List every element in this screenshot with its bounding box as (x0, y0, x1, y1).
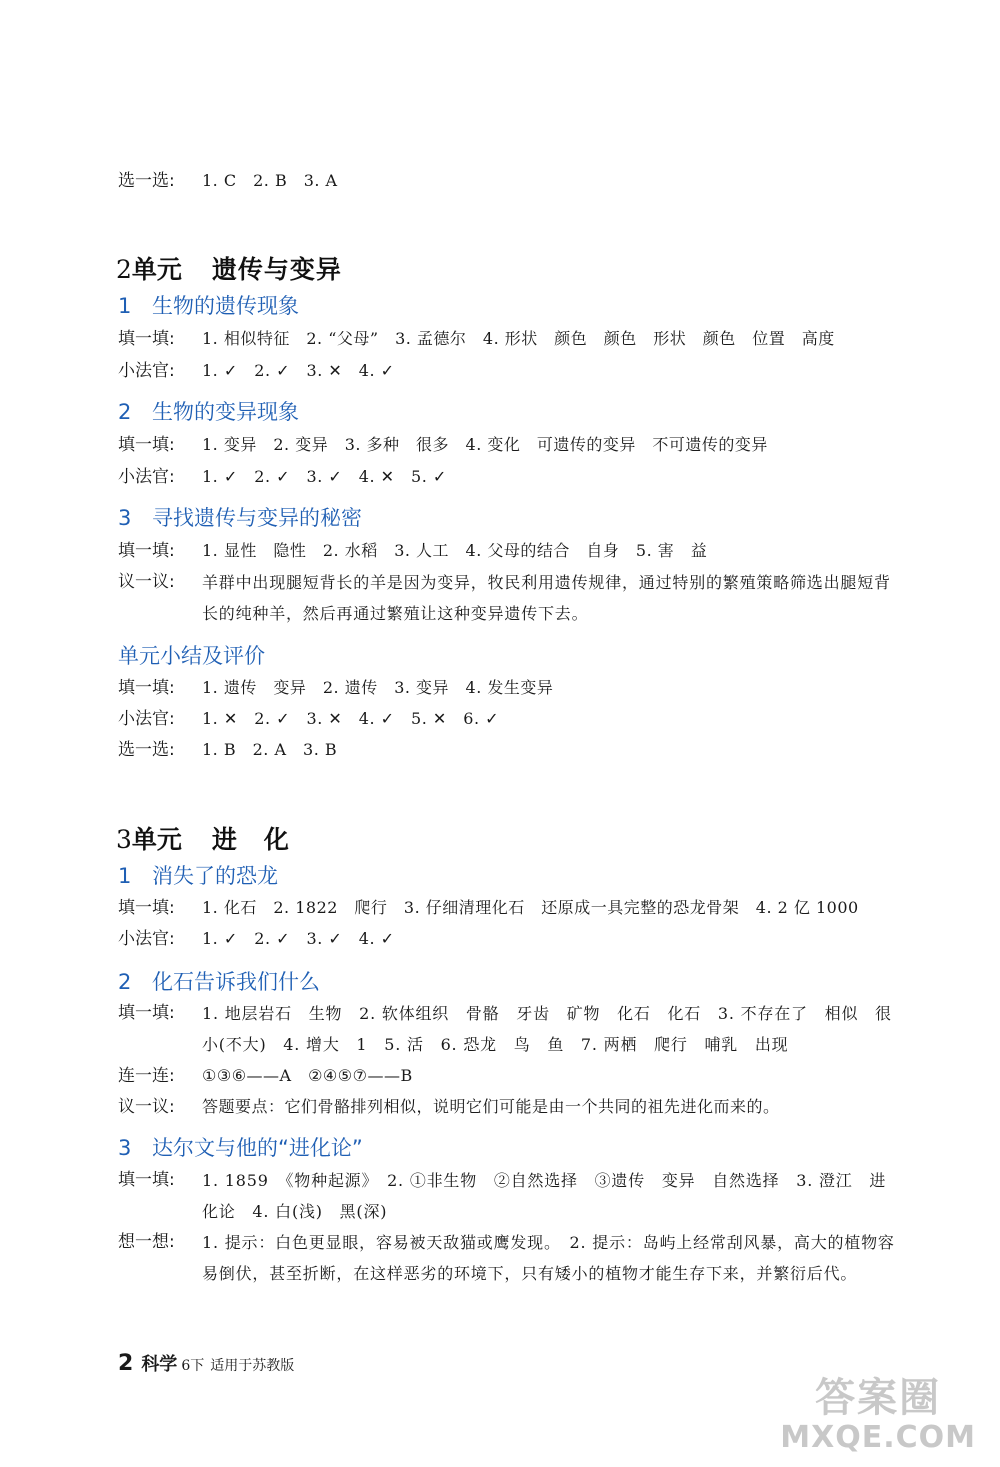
unit-number: 3 (116, 825, 132, 854)
judge-answers: 1. ✕ 2. ✓ 3. ✕ 4. ✓ 5. ✕ 6. ✓ (202, 709, 500, 728)
judge-answers: 1. ✓ 2. ✓ 3. ✓ 4. ✕ 5. ✓ (202, 467, 447, 486)
fill-label: 填一填: (118, 1003, 175, 1023)
lesson-number: 3 (118, 1136, 132, 1160)
judge-label: 小法官: (118, 929, 175, 949)
judge-label: 小法官: (118, 361, 175, 381)
lesson-number: 2 (118, 400, 132, 424)
choose-row (118, 739, 898, 761)
fill-row (118, 328, 898, 350)
fill-row (118, 1165, 898, 1227)
fill-answers: 1. 1859 《物种起源》 2. ①非生物 ②自然选择 ③遗传 变异 自然选择 3. 澄江 进化论 4. 白(浅) 黑(深) (202, 1171, 887, 1221)
fill-row (118, 540, 898, 562)
judge-answers: 1. ✓ 2. ✓ 3. ✕ 4. ✓ (202, 361, 395, 380)
lesson-heading (118, 502, 362, 532)
unit-2-heading (116, 250, 342, 286)
judge-row (118, 708, 898, 730)
unit-word: 单元 (131, 825, 182, 854)
choose-row-prev (118, 170, 898, 192)
edition-label: 适用于苏教版 (210, 1358, 295, 1374)
think-row (118, 1227, 898, 1289)
lesson-title: 达尔文与他的“进化论” (152, 1136, 363, 1160)
fill-row (118, 998, 898, 1060)
unit-3-heading (116, 820, 290, 856)
link-label: 连一连: (118, 1066, 175, 1086)
page-footer (118, 1350, 294, 1376)
fill-label: 填一填: (118, 541, 175, 561)
lesson-number: 1 (118, 294, 132, 318)
link-answers: ①③⑥——A ②④⑤⑦——B (202, 1066, 413, 1085)
unit-number: 2 (116, 255, 132, 284)
summary-title: 单元小结及评价 (118, 644, 265, 668)
grade-label: 6下 (181, 1358, 205, 1374)
lesson-heading (118, 396, 299, 426)
discuss-row (118, 567, 898, 629)
judge-row (118, 360, 898, 382)
discuss-label: 议一议: (118, 572, 175, 592)
discuss-label: 议一议: (118, 1097, 175, 1117)
fill-answers: 1. 化石 2. 1822 爬行 3. 仔细清理化石 还原成一具完整的恐龙骨架 4. 2 亿 1000 (202, 898, 859, 917)
fill-answers: 1. 显性 隐性 2. 水稻 3. 人工 4. 父母的结合 自身 5. 害 益 (202, 541, 708, 560)
fill-row (118, 434, 898, 456)
fill-answers: 1. 相似特征 2. “父母” 3. 孟德尔 4. 形状 颜色 颜色 形状 颜色 位置 高度 (202, 329, 835, 348)
lesson-title: 生物的变异现象 (152, 400, 299, 424)
watermark (780, 1375, 976, 1455)
choose-label: 选一选: (118, 740, 175, 760)
choose-answers: 1. C 2. B 3. A (202, 171, 338, 190)
lesson-heading (118, 966, 320, 996)
lesson-title: 生物的遗传现象 (152, 294, 299, 318)
fill-label: 填一填: (118, 898, 175, 918)
watermark-url: MXQE.COM (780, 1420, 976, 1455)
fill-label: 填一填: (118, 329, 175, 349)
lesson-title: 消失了的恐龙 (152, 864, 278, 888)
lesson-heading (118, 290, 299, 320)
page-number: 2 (118, 1351, 134, 1376)
judge-answers: 1. ✓ 2. ✓ 3. ✓ 4. ✓ (202, 929, 395, 948)
choose-label: 选一选: (118, 171, 175, 191)
lesson-title: 化石告诉我们什么 (152, 970, 320, 994)
unit-title: 遗传与变异 (211, 255, 342, 284)
summary-heading (118, 640, 265, 670)
judge-row (118, 466, 898, 488)
lesson-title: 寻找遗传与变异的秘密 (152, 506, 362, 530)
think-answer: 1. 提示：白色更显眼，容易被天敌猫或鹰发现。 2. 提示：岛屿上经常刮风暴，高大的植物容易倒伏，甚至折断，在这样恶劣的环境下，只有矮小的植物才能生存下来，并繁衍后代。 (202, 1233, 895, 1283)
lesson-heading (118, 860, 278, 890)
lesson-number: 1 (118, 864, 132, 888)
link-row (118, 1065, 898, 1087)
discuss-answer: 羊群中出现腿短背长的羊是因为变异，牧民利用遗传规律，通过特别的繁殖策略筛选出腿短背长的纯种羊，然后再通过繁殖让这种变异遗传下去。 (202, 573, 891, 623)
fill-label: 填一填: (118, 1170, 175, 1190)
fill-answers: 1. 变异 2. 变异 3. 多种 很多 4. 变化 可遗传的变异 不可遗传的变异 (202, 435, 768, 454)
think-label: 想一想: (118, 1232, 175, 1252)
fill-label: 填一填: (118, 435, 175, 455)
judge-label: 小法官: (118, 709, 175, 729)
watermark-logo: 答案圈 (815, 1375, 942, 1421)
fill-answers: 1. 遗传 变异 2. 遗传 3. 变异 4. 发生变异 (202, 678, 554, 697)
fill-answers: 1. 地层岩石 生物 2. 软体组织 骨骼 牙齿 矿物 化石 化石 3. 不存在了 相似 很小(不大) 4. 增大 1 5. 活 6. 恐龙 鸟 鱼 7. 两栖 爬行 哺乳 出现 (202, 1004, 892, 1054)
choose-answers: 1. B 2. A 3. B (202, 740, 338, 759)
unit-title: 进 化 (211, 825, 290, 854)
lesson-number: 3 (118, 506, 132, 530)
lesson-heading (118, 1132, 363, 1162)
lesson-number: 2 (118, 970, 132, 994)
judge-label: 小法官: (118, 467, 175, 487)
judge-row (118, 928, 898, 950)
fill-row (118, 897, 898, 919)
fill-row (118, 677, 898, 699)
fill-label: 填一填: (118, 678, 175, 698)
discuss-row (118, 1096, 898, 1118)
unit-word: 单元 (131, 255, 182, 284)
subject-name: 科学 (141, 1354, 178, 1375)
discuss-answer: 答题要点：它们骨骼排列相似，说明它们可能是由一个共同的祖先进化而来的。 (202, 1097, 780, 1116)
